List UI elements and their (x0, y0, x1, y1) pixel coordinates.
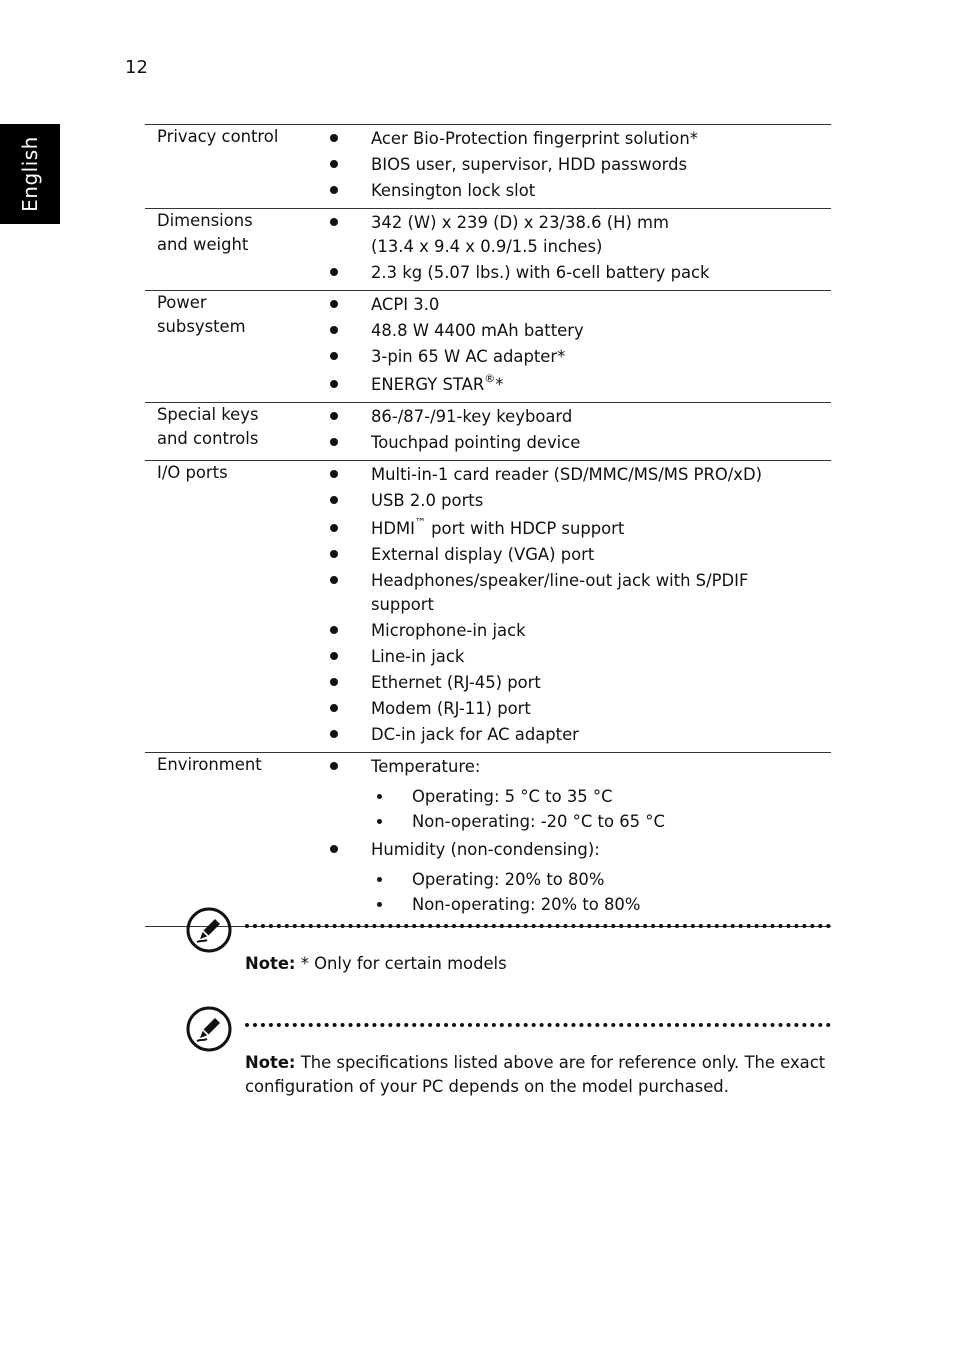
spec-item (317, 319, 831, 343)
spec-item-text: HDMI (371, 519, 415, 538)
trademark-mark: ® (484, 371, 496, 385)
spec-item (317, 463, 831, 487)
spec-item (317, 293, 831, 317)
spec-label: Privacy control (157, 127, 279, 146)
language-tab (0, 124, 60, 224)
spec-item-text: DC-in jack for AC adapter (371, 725, 579, 744)
spec-item (317, 127, 831, 151)
spec-item-text: Microphone-in jack (371, 621, 526, 640)
spec-row (145, 291, 831, 403)
spec-row (145, 403, 831, 461)
note-text: Note: The specifications listed above are for reference only. The exact configuration of your PC depends on the model purchased. (245, 1053, 826, 1096)
spec-items-cell (317, 209, 831, 291)
spec-item-text: Kensington lock slot (371, 181, 536, 200)
spec-item (317, 543, 831, 567)
spec-item-list (317, 211, 831, 285)
spec-label-cell (145, 125, 317, 209)
spec-label: Dimensions and weight (157, 211, 253, 254)
spec-item (317, 569, 831, 617)
spec-item-list (317, 127, 831, 203)
spec-item-text: Temperature: (371, 757, 481, 776)
spec-item (317, 179, 831, 203)
spec-item-text-suffix: * (495, 375, 504, 394)
spec-row (145, 209, 831, 291)
note-reference (185, 1005, 835, 1105)
spec-item (317, 619, 831, 643)
spec-label: Special keys and controls (157, 405, 259, 448)
page-number: 12 (125, 57, 148, 78)
spec-item (317, 431, 831, 455)
spec-item-text: ENERGY STAR (371, 375, 485, 394)
spec-label: Environment (157, 755, 262, 774)
spec-item-text: 342 (W) x 239 (D) x 23/38.6 (H) mm (13.4 x 9.4 x 0.9/1.5 inches) (371, 213, 669, 256)
spec-item (317, 489, 831, 513)
spec-subitem-list (371, 785, 831, 834)
spec-label-cell (145, 753, 317, 927)
spec-items-cell (317, 753, 831, 927)
note-pen-icon (185, 1005, 233, 1053)
spec-item-text: Humidity (non-condensing): (371, 840, 600, 859)
spec-item (317, 211, 831, 259)
note-divider (245, 924, 831, 928)
spec-label-cell (145, 209, 317, 291)
spec-items-cell (317, 403, 831, 461)
spec-item (317, 405, 831, 429)
note-models (185, 906, 835, 986)
spec-item-text: Headphones/speaker/line-out jack with S/PDIF support (371, 571, 749, 614)
spec-item-text: External display (VGA) port (371, 545, 595, 564)
spec-label: Power subsystem (157, 293, 246, 336)
spec-item-text: Ethernet (RJ-45) port (371, 673, 541, 692)
spec-item-text: 3-pin 65 W AC adapter* (371, 347, 566, 366)
spec-item-text: 2.3 kg (5.07 lbs.) with 6-cell battery pack (371, 263, 710, 282)
note-divider (245, 1023, 831, 1027)
spec-item-text: Line-in jack (371, 647, 465, 666)
spec-row (145, 753, 831, 927)
spec-item-text: Acer Bio-Protection fingerprint solution* (371, 129, 698, 148)
spec-item-text: Modem (RJ-11) port (371, 699, 531, 718)
spec-items-cell (317, 461, 831, 753)
spec-label-cell (145, 403, 317, 461)
language-tab-label: English (18, 136, 42, 212)
spec-item (317, 671, 831, 695)
spec-subitem: Non-operating: -20 °C to 65 °C (371, 810, 831, 834)
specifications-table (145, 124, 831, 927)
trademark-mark: ™ (414, 515, 426, 529)
spec-row (145, 461, 831, 753)
spec-row (145, 125, 831, 209)
spec-item (317, 645, 831, 669)
spec-item (317, 517, 831, 541)
spec-item (317, 261, 831, 285)
spec-item-text: BIOS user, supervisor, HDD passwords (371, 155, 688, 174)
spec-item (317, 697, 831, 721)
spec-subitem: Operating: 20% to 80% (371, 868, 831, 892)
spec-item-text-suffix: port with HDCP support (425, 519, 625, 538)
spec-item (317, 755, 831, 834)
spec-item-list (317, 293, 831, 397)
spec-subitem: Non-operating: 20% to 80% (371, 893, 831, 917)
spec-item-text: 86-/87-/91-key keyboard (371, 407, 573, 426)
spec-subitem: Operating: 5 °C to 35 °C (371, 785, 831, 809)
spec-item (317, 373, 831, 397)
spec-label-cell (145, 461, 317, 753)
spec-item-text: 48.8 W 4400 mAh battery (371, 321, 584, 340)
spec-item-list (317, 405, 831, 455)
spec-label-cell (145, 291, 317, 403)
spec-item-text: ACPI 3.0 (371, 295, 440, 314)
note-text: Note: * Only for certain models (245, 954, 507, 973)
spec-item (317, 153, 831, 177)
spec-item-list (317, 755, 831, 917)
spec-items-cell (317, 291, 831, 403)
spec-label: I/O ports (157, 463, 228, 482)
note-pen-icon (185, 906, 233, 954)
spec-item (317, 723, 831, 747)
spec-item-text: Touchpad pointing device (371, 433, 581, 452)
spec-item-text: Multi-in-1 card reader (SD/MMC/MS/MS PRO/xD) (371, 465, 762, 484)
spec-items-cell (317, 125, 831, 209)
spec-item-list (317, 463, 831, 747)
spec-item-text: USB 2.0 ports (371, 491, 484, 510)
spec-item (317, 345, 831, 369)
